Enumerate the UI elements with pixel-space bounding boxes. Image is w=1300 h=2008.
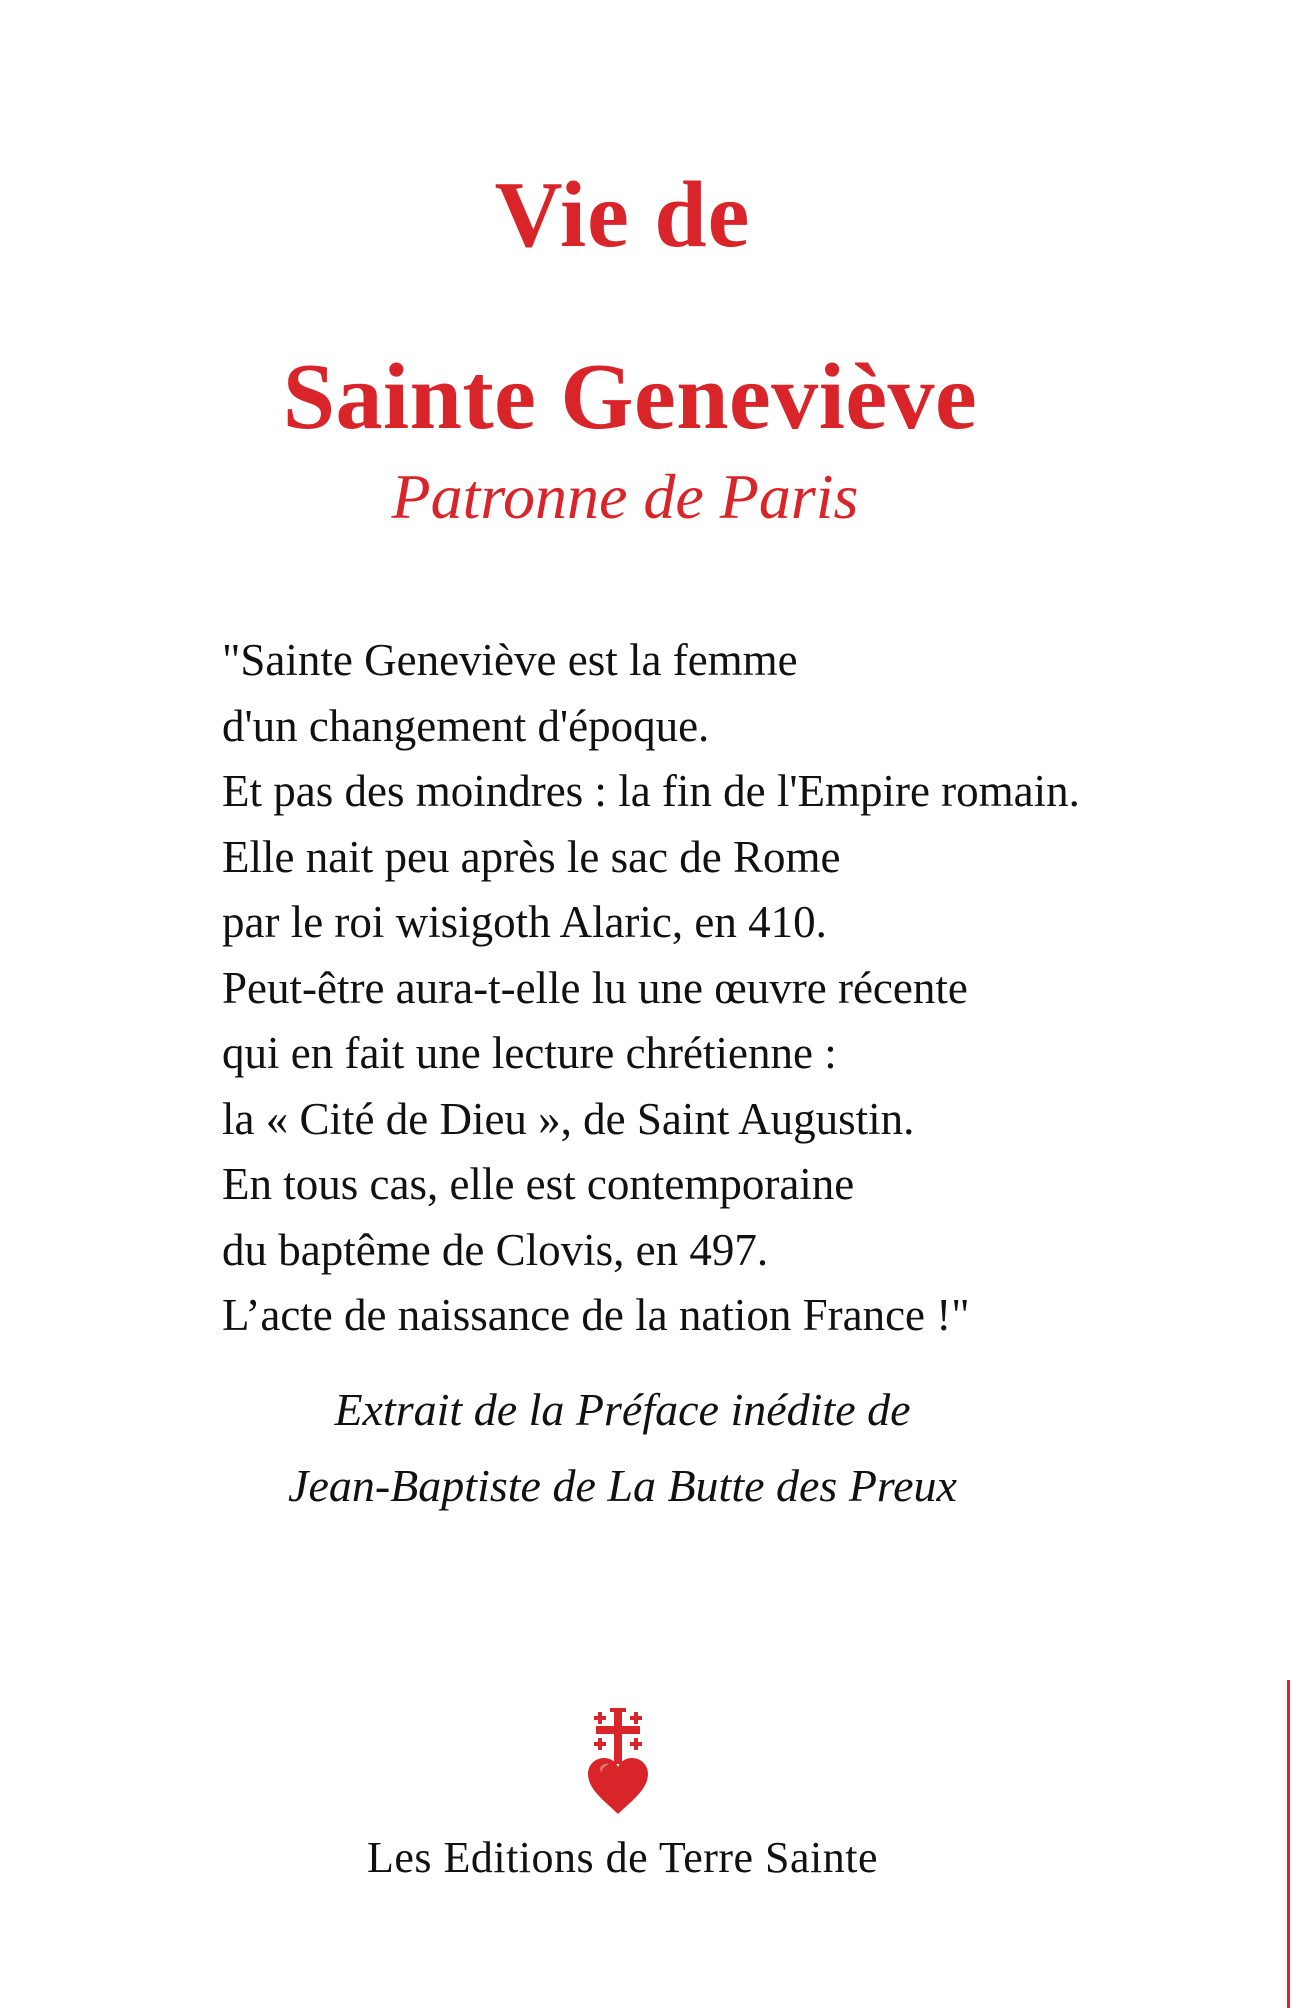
quote-line: Peut-être aura-t-elle lu une œuvre récente [222, 962, 968, 1013]
spine-edge-line [1287, 1680, 1290, 2008]
quote-line: "Sainte Geneviève est la femme [222, 635, 798, 685]
quote-line: la « Cité de Dieu », de Saint Augustin. [222, 1093, 915, 1144]
quote-line: du baptême de Clovis, en 497. [222, 1224, 769, 1275]
quote-line: qui en fait une lecture chrétienne : [222, 1028, 837, 1078]
attribution-line-2: Jean-Baptiste de La Butte des Preux [288, 1460, 957, 1511]
publisher-name: Les Editions de Terre Sainte [366, 1833, 879, 1882]
jerusalem-cross-heart-icon [586, 1706, 650, 1816]
quote-line: En tous cas, elle est contemporaine [222, 1159, 855, 1209]
title-line-1: Vie de [494, 163, 751, 267]
quote-line: Elle nait peu après le sac de Rome [222, 831, 841, 882]
quote-line: d'un changement d'époque. [222, 700, 710, 751]
attribution [0, 1372, 1245, 1524]
preface-quote [222, 628, 1282, 1349]
subtitle: Patronne de Paris [391, 461, 859, 532]
quote-line: L’acte de naissance de la nation France !" [222, 1290, 970, 1340]
quote-line: Et pas des moindres : la fin de l'Empire romain. [222, 766, 1080, 816]
title-line-2: Sainte Geneviève [282, 345, 978, 449]
attribution-line-1: Extrait de la Préface inédite de [334, 1384, 911, 1435]
quote-line: par le roi wisigoth Alaric, en 410. [222, 897, 827, 947]
